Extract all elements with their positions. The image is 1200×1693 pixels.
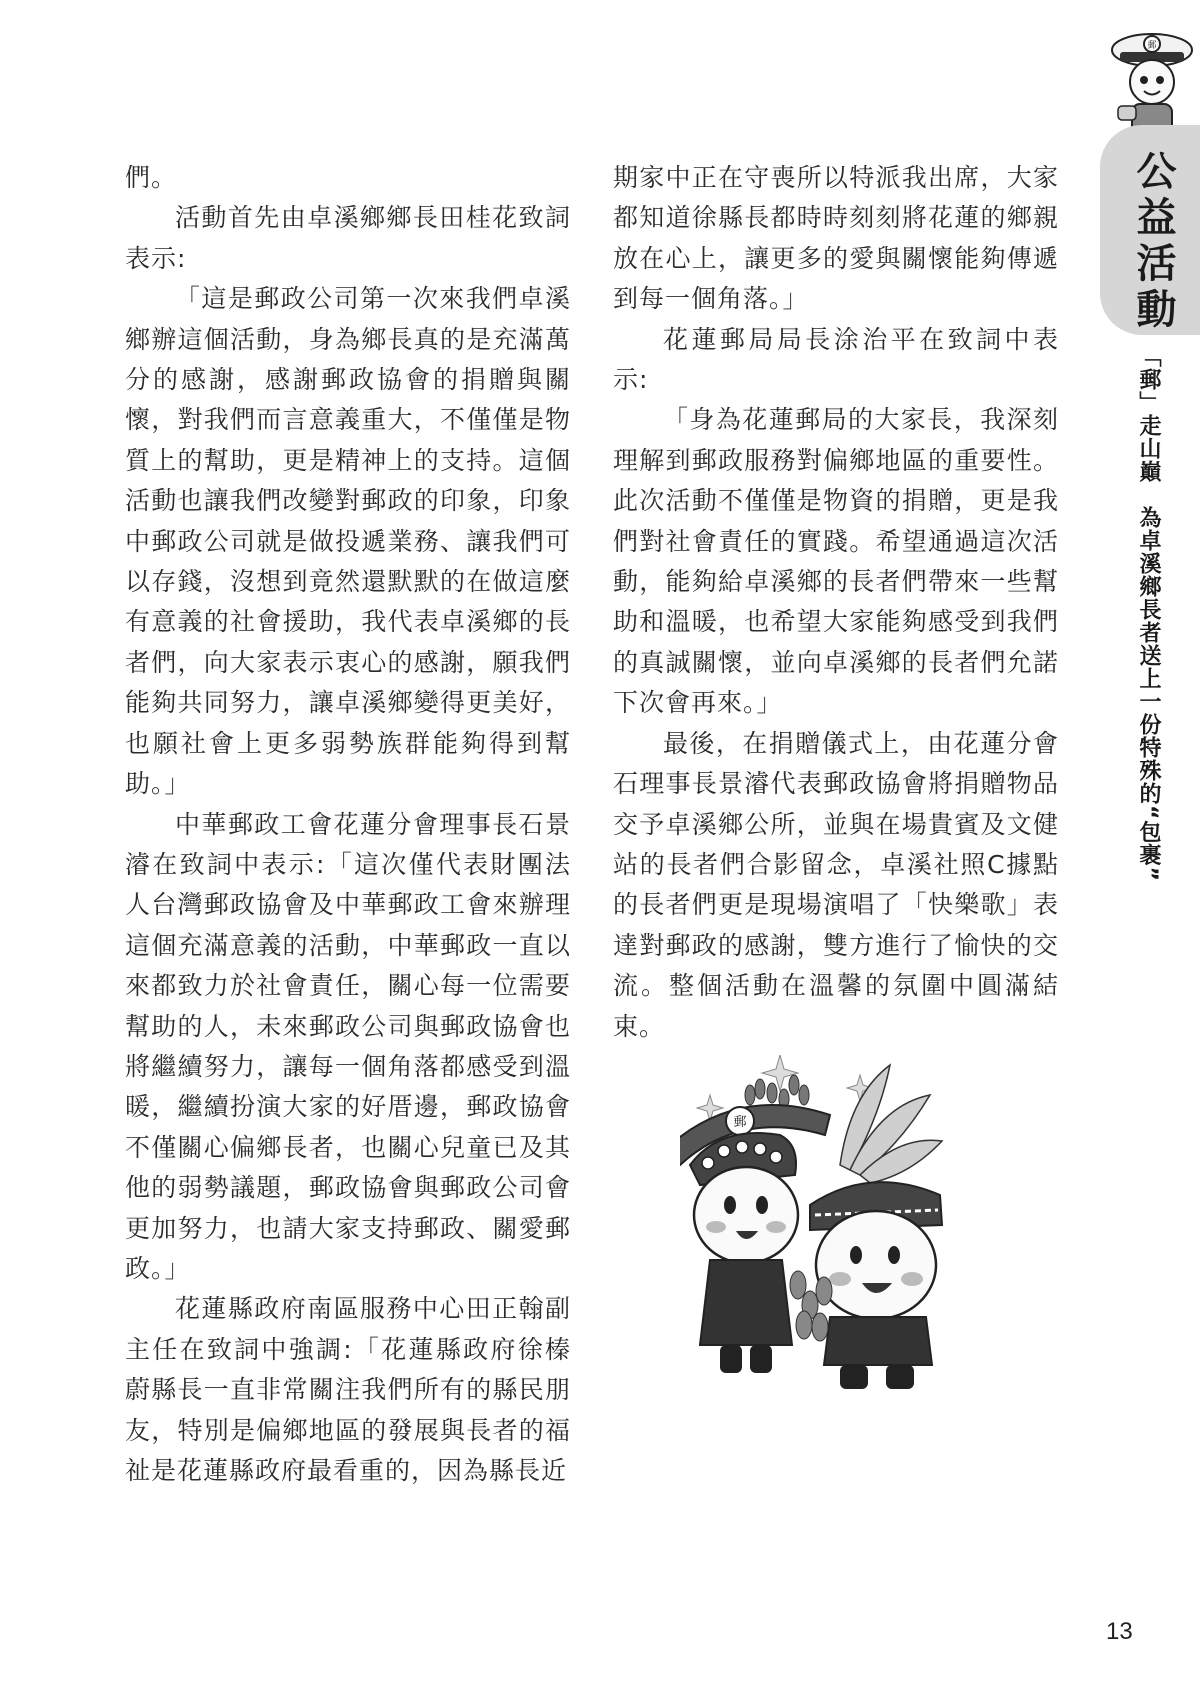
paragraph: 們。 (125, 163, 178, 192)
aboriginal-couple-mascot-illustration (680, 1055, 1020, 1395)
paragraph: 花蓮縣政府南區服務中心田正翰副主任在致詞中強調:「花蓮縣政府徐榛蔚縣長一直非常關注我們所有的縣民朋友，特別是偏鄉地區的發展與長者的福祉是花蓮縣政府最看重的，因為縣長近 (125, 1294, 571, 1485)
section-tab-label: 公益活動 (1130, 150, 1176, 334)
page-number: 13 (1106, 1618, 1133, 1645)
paragraph: 最後，在捐贈儀式上，由花蓮分會石理事長景濬代表郵政協會將捐贈物品交予卓溪鄉公所，並與在場貴賓及文健站的長者們合影留念，卓溪社照C據點的長者們更是現場演唱了「快樂歌」表達對郵政的感謝，雙方進行了愉快的交流。整個活動在溫馨的氛圍中圓滿結束。 (613, 728, 1059, 1041)
paragraph: 活動首先由卓溪鄉鄉長田桂花致詞表示: (125, 203, 571, 273)
paragraph: 中華郵政工會花蓮分會理事長石景濬在致詞中表示:「這次僅代表財團法人台灣郵政協會及中華郵政工會來辦理這個充滿意義的活動，中華郵政一直以來都致力於社會責任，關心每一位需要幫助的人，未來郵政公司與郵政協會也將繼續努力，讓每一個角落都感受到溫暖，繼續扮演大家的好厝邊，郵政協會不僅關心偏鄉長者，也關心兒童已及其他的弱勢議題，郵政協會與郵政公司會更加努力，也請大家支持郵政、關愛郵政。」 (125, 809, 571, 1283)
paragraph: 「身為花蓮郵局的大家長，我深刻理解到郵政服務對偏鄉地區的重要性。此次活動不僅僅是物資的捐贈，更是我們對社會責任的實踐。希望通過這次活動，能夠給卓溪鄉的長者們帶來一些幫助和溫暖，也希望大家能夠感受到我們的真誠關懷，並向卓溪鄉的長者們允諾下次會再來。」 (613, 405, 1059, 718)
millet-bundle-icon (790, 1271, 832, 1341)
postman-mascot-icon (1108, 28, 1196, 138)
article-column-left (125, 158, 571, 1491)
illustration-badge-text: 郵 (733, 1115, 747, 1130)
article-column-right (613, 158, 1059, 1047)
paragraph: 「這是郵政公司第一次來我們卓溪鄉辦這個活動，身為鄉長真的是充滿萬分的感謝，感謝郵政協會的捐贈與關懷，對我們而言意義重大，不僅僅是物質上的幫助，更是精神上的支持。這個活動也讓我們改變對郵政的印象，印象中郵政公司就是做投遞業務、讓我們可以存錢，沒想到竟然還默默的在做這麼有意義的社會援助，我代表卓溪鄉的長者們，向大家表示衷心的感謝，願我們能夠共同努力，讓卓溪鄉變得更美好，也願社會上更多弱勢族群能夠得到幫助。」 (125, 284, 571, 799)
running-article-title: 「郵」走山巔 為卓溪鄉長者送上一份特殊的“包裹” (1136, 345, 1161, 882)
feather-headdress-icon (840, 1065, 942, 1183)
paragraph: 期家中正在守喪所以特派我出席，大家都知道徐縣長都時時刻刻將花蓮的鄉親放在心上，讓更多的愛與關懷能夠傳遞到每一個角落。」 (613, 163, 1059, 314)
mascot-badge-text: 郵 (1147, 41, 1157, 51)
paragraph: 花蓮郵局局長涂治平在致詞中表示: (613, 324, 1059, 395)
